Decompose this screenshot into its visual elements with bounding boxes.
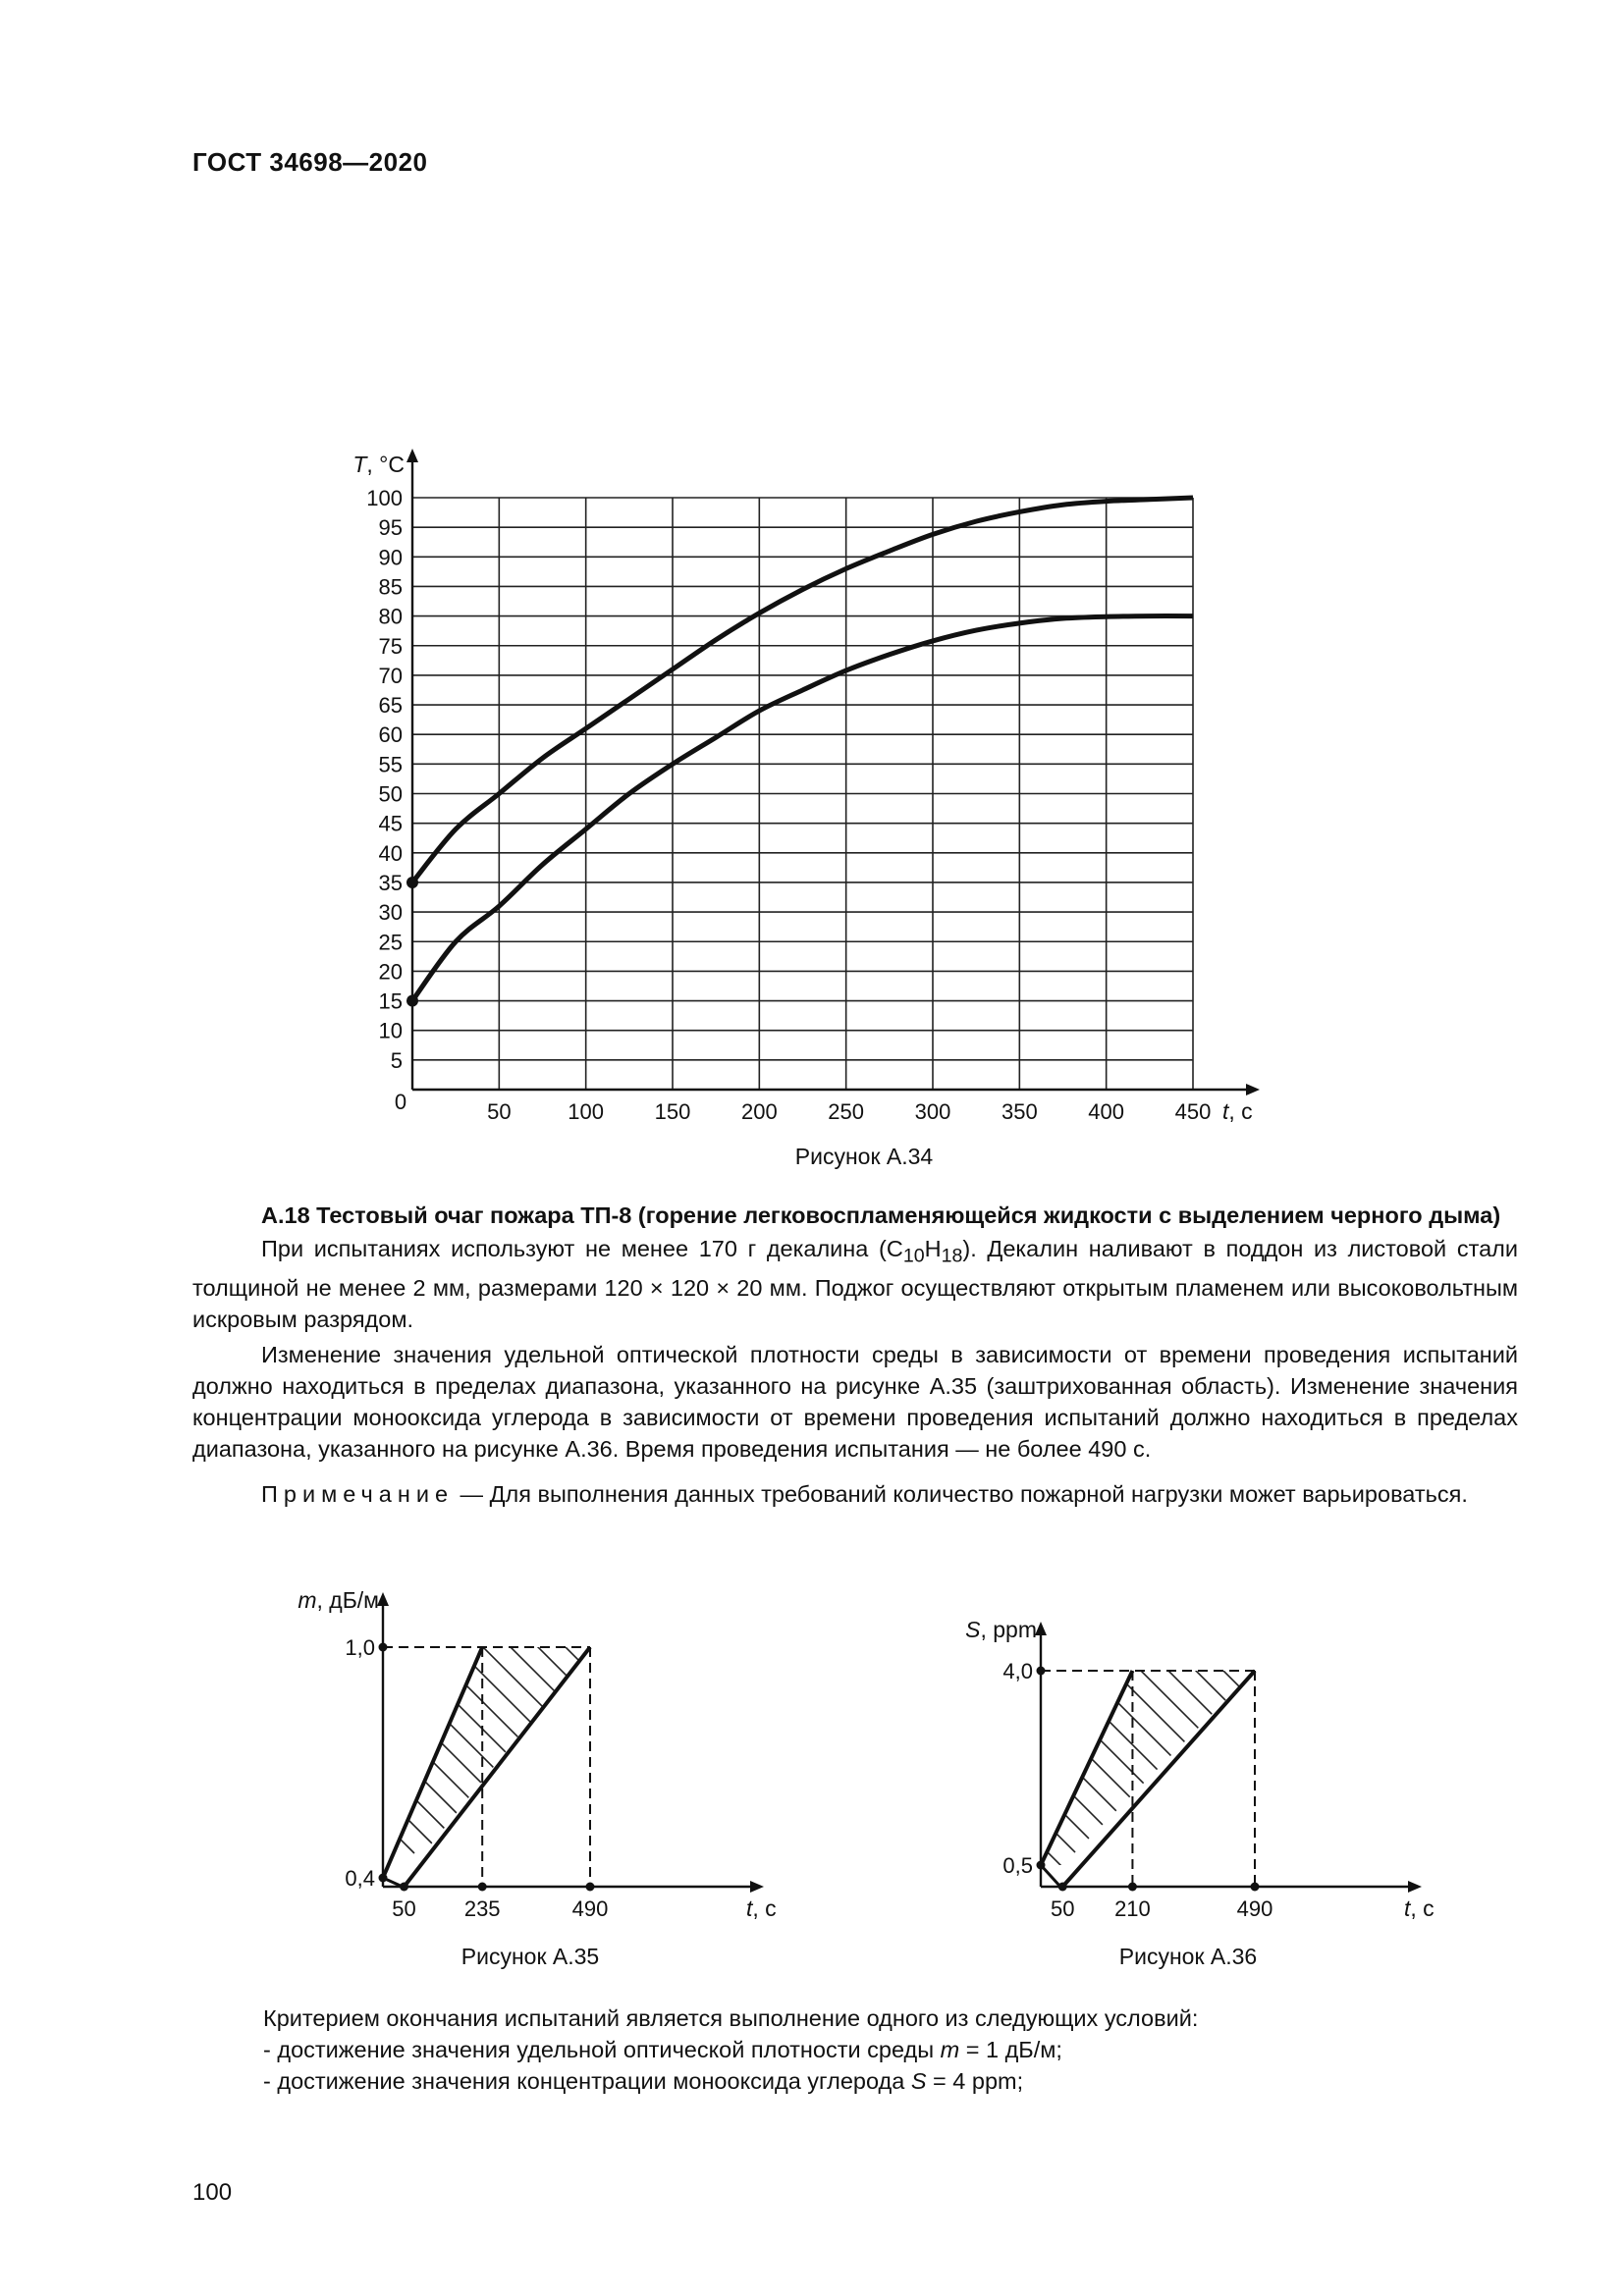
p1-text-end: ). Декалин наливают в поддон из листовой стали толщиной не менее 2 мм, размерами 120 × 120 × 20 мм. Поджог осуществляют открытым пламенем или высоковольтным искровым разрядом. bbox=[192, 1236, 1518, 1332]
hatch-lines bbox=[0, 1461, 1102, 1853]
x-axis-label: t, с bbox=[1222, 1098, 1253, 1124]
x-tick-label: 450 bbox=[1174, 1099, 1212, 1124]
x-tick-label: 150 bbox=[654, 1099, 691, 1124]
y-tick-label: 100 bbox=[366, 486, 403, 510]
criteria-item-1-var: m bbox=[940, 2037, 960, 2062]
section-a18 bbox=[192, 1200, 1518, 1510]
hatch-line bbox=[571, 1461, 964, 1853]
figure-a35-caption: Рисунок А.35 bbox=[460, 1944, 600, 1969]
point-x-tick bbox=[585, 1883, 594, 1892]
point-y-top bbox=[379, 1643, 388, 1652]
y-tick-label: 45 bbox=[378, 811, 403, 836]
hatch-line bbox=[762, 1484, 1155, 1877]
point-x-tick bbox=[400, 1883, 408, 1892]
page-number: 100 bbox=[192, 2179, 233, 2206]
figure-a34-caption: Рисунок А.34 bbox=[794, 1144, 934, 1169]
x-tick-label: 250 bbox=[828, 1099, 865, 1124]
x-tick-label: 50 bbox=[392, 1896, 416, 1921]
hatch-line bbox=[0, 1461, 387, 1853]
note-text: — Для выполнения данных требований количество пожарной нагрузки может варьироваться. bbox=[454, 1480, 1468, 1507]
hatch-line bbox=[0, 1461, 332, 1853]
y-tick-label: 65 bbox=[378, 693, 403, 719]
x-tick-label: 50 bbox=[1051, 1896, 1075, 1921]
point-x-tick bbox=[1058, 1883, 1067, 1892]
criteria-item-1-text: - достижение значения удельной оптической плотности среды bbox=[263, 2037, 941, 2062]
hatch-line bbox=[1339, 1484, 1624, 1877]
criteria-item-1 bbox=[263, 2034, 1198, 2065]
y-tick-label: 55 bbox=[378, 752, 403, 777]
figure-a34-chart bbox=[324, 221, 1384, 1124]
p1-text-h: H bbox=[924, 1236, 942, 1261]
x-axis-label: t, с bbox=[1404, 1896, 1435, 1921]
curve-lower bbox=[412, 616, 1193, 1001]
y-axis-label: m, дБ/м bbox=[298, 1587, 379, 1613]
lower-boundary bbox=[1062, 1671, 1255, 1887]
x-tick-label: 210 bbox=[1114, 1896, 1151, 1921]
criteria-item-1-value: = 1 дБ/м; bbox=[959, 2037, 1062, 2062]
p1-text-start: При испытаниях используют не менее 170 г декалина (C bbox=[261, 1236, 903, 1261]
y-tick-label: 5 bbox=[390, 1047, 403, 1073]
document-header: ГОСТ 34698—2020 bbox=[192, 147, 428, 177]
y-axis-label: S, ppm bbox=[965, 1617, 1037, 1642]
x-axis-label: t, с bbox=[746, 1896, 777, 1921]
origin-label: 0 bbox=[394, 1090, 407, 1114]
x-tick-label: 490 bbox=[1236, 1896, 1273, 1921]
hatch-line bbox=[0, 1461, 304, 1853]
figure-a35-chart bbox=[298, 1571, 777, 1934]
y-tick-label: 0,4 bbox=[345, 1866, 375, 1891]
criteria-item-2-value: = 4 ppm; bbox=[926, 2068, 1024, 2094]
p1-sub-18: 18 bbox=[941, 1245, 963, 1267]
x-tick-label: 235 bbox=[463, 1896, 501, 1921]
end-criteria bbox=[263, 2002, 1198, 2097]
paragraph-2: Изменение значения удельной оптической плотности среды в зависимости от времени проведения испытаний должно находиться в пределах диапазона, указанного на рисунке А.35 (заштрихованная область). Изменение значения концентрации монооксида углерода в зависимости от времени проведения испытаний должно находиться в пределах диапазона, указанного на рисунке А.36. Время проведения испытания — не более 490 с. bbox=[192, 1341, 1518, 1462]
point-x-tick bbox=[478, 1883, 487, 1892]
criteria-item-2 bbox=[263, 2065, 1198, 2097]
hatch-line bbox=[1202, 1484, 1595, 1877]
x-tick-label: 100 bbox=[568, 1099, 605, 1124]
criteria-item-2-text: - достижение значения концентрации монооксида углерода bbox=[263, 2068, 911, 2094]
hatch-line bbox=[352, 1461, 744, 1853]
paragraph-1 bbox=[192, 1233, 1518, 1335]
upper-boundary bbox=[383, 1647, 482, 1878]
point-x-tick bbox=[1128, 1883, 1137, 1892]
hatch-line bbox=[0, 1461, 359, 1853]
x-tick-label: 50 bbox=[487, 1099, 512, 1124]
y-tick-label: 85 bbox=[378, 574, 403, 600]
y-tick-label: 25 bbox=[378, 930, 403, 955]
hatch-line bbox=[1312, 1484, 1624, 1877]
hatch-line bbox=[544, 1461, 937, 1853]
criteria-intro: Критерием окончания испытаний является выполнение одного из следующих условий: bbox=[263, 2005, 1199, 2031]
y-tick-label: 75 bbox=[378, 633, 403, 659]
hatch-line bbox=[1367, 1484, 1624, 1877]
note-paragraph bbox=[192, 1478, 1518, 1510]
hatch-line bbox=[1284, 1484, 1624, 1877]
point-y-start bbox=[379, 1874, 388, 1883]
hatch-line bbox=[734, 1484, 1127, 1877]
y-tick-label: 35 bbox=[378, 870, 403, 895]
y-tick-label: 80 bbox=[378, 604, 403, 629]
hatch-line bbox=[1229, 1484, 1622, 1877]
start-point bbox=[406, 877, 418, 888]
x-tick-label: 490 bbox=[571, 1896, 609, 1921]
point-y-start bbox=[1037, 1861, 1046, 1870]
x-axis-arrow bbox=[1408, 1881, 1422, 1893]
hatch-line bbox=[1257, 1484, 1624, 1877]
x-axis-arrow bbox=[750, 1881, 764, 1893]
y-tick-label: 4,0 bbox=[1002, 1659, 1033, 1683]
y-tick-label: 10 bbox=[378, 1018, 403, 1043]
hatch-line bbox=[599, 1461, 992, 1853]
figure-a36-chart bbox=[943, 1600, 1434, 1934]
y-axis-arrow bbox=[406, 449, 418, 462]
hatch-line bbox=[0, 1461, 277, 1853]
criteria-item-2-var: S bbox=[910, 2068, 927, 2094]
y-tick-label: 50 bbox=[378, 781, 403, 807]
y-tick-label: 1,0 bbox=[345, 1635, 375, 1660]
section-heading: А.18 Тестовый очаг пожара ТП-8 (горение легковоспламеняющейся жидкости с выделением черного дыма) bbox=[261, 1202, 1501, 1228]
hatch-line bbox=[77, 1461, 469, 1853]
hatch-line bbox=[132, 1461, 524, 1853]
y-tick-label: 60 bbox=[378, 722, 403, 748]
y-tick-label: 30 bbox=[378, 900, 403, 926]
y-tick-label: 20 bbox=[378, 959, 403, 985]
point-y-top bbox=[1037, 1667, 1046, 1676]
note-label: Примечание bbox=[261, 1480, 455, 1507]
y-tick-label: 95 bbox=[378, 515, 403, 541]
p1-sub-10: 10 bbox=[902, 1245, 925, 1267]
point-x-tick bbox=[1251, 1883, 1260, 1892]
x-tick-label: 400 bbox=[1088, 1099, 1125, 1124]
hatch-line bbox=[0, 1461, 249, 1853]
y-tick-label: 15 bbox=[378, 988, 403, 1014]
hatch-line bbox=[104, 1461, 497, 1853]
x-tick-label: 350 bbox=[1001, 1099, 1038, 1124]
start-point bbox=[406, 995, 418, 1007]
x-tick-label: 300 bbox=[914, 1099, 951, 1124]
y-tick-label: 90 bbox=[378, 545, 403, 570]
y-tick-label: 70 bbox=[378, 663, 403, 688]
y-tick-label: 40 bbox=[378, 840, 403, 866]
y-axis-label: T, °C bbox=[352, 452, 405, 477]
y-tick-label: 0,5 bbox=[1002, 1853, 1033, 1878]
x-tick-label: 200 bbox=[740, 1099, 778, 1124]
x-axis-arrow bbox=[1246, 1084, 1260, 1095]
figure-a36-caption: Рисунок А.36 bbox=[1118, 1944, 1258, 1969]
